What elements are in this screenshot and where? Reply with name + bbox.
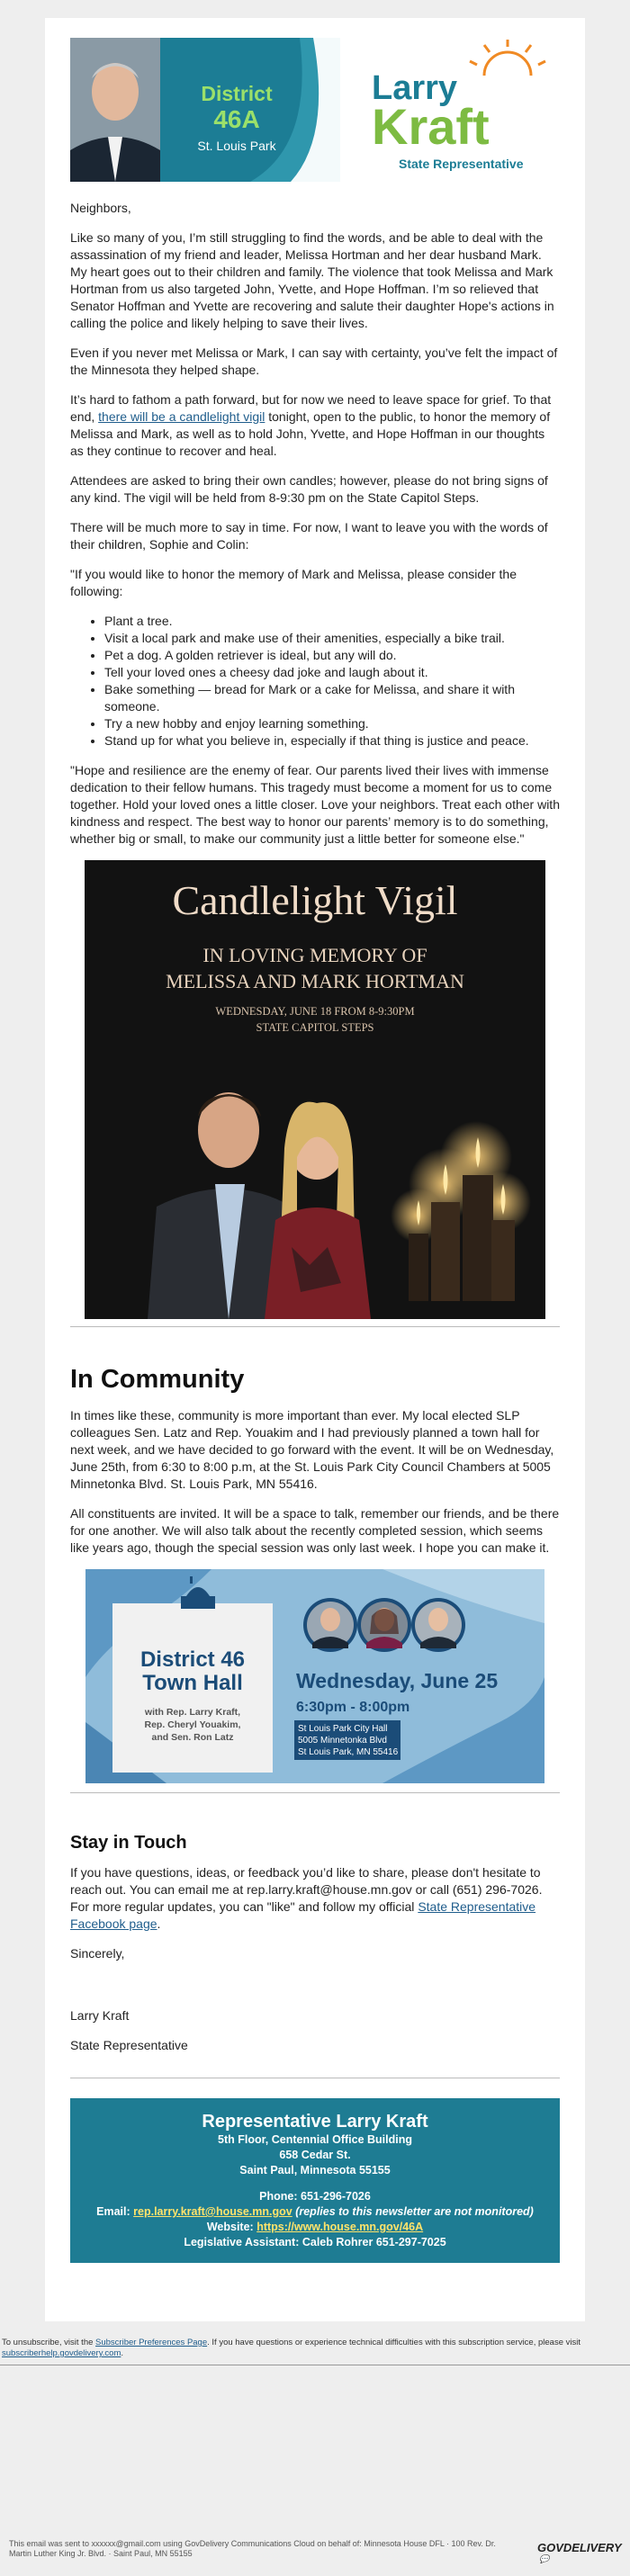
unsubscribe-text-b: . If you have questions or experience technical difficulties with this subscription service, please visit xyxy=(207,2338,580,2347)
stay-paragraph xyxy=(70,1864,560,1933)
footer-email-link[interactable]: rep.larry.kraft@house.mn.gov xyxy=(133,2205,292,2218)
sent-to-notice: This email was sent to xxxxxx@gmail.com using GovDelivery Communications Cloud on behalf of: Minnesota House DFL · 100 Rev. Dr. Martin Luther King Jr. Blvd. · Saint Paul, MN 55155 xyxy=(9,2539,496,2558)
govdelivery-logo-text: GOVDELIVERY xyxy=(537,2541,622,2554)
town-hall-with-3: and Sen. Ron Latz xyxy=(151,1732,234,1743)
vigil-graphic xyxy=(85,860,545,1319)
footer-phone: Phone: 651-296-7026 xyxy=(259,2190,371,2203)
unsubscribe-text-a: To unsubscribe, visit the xyxy=(2,2338,96,2347)
footer-email-label: Email: xyxy=(96,2205,134,2218)
footer-email-note: (replies to this newsletter are not monitored) xyxy=(292,2205,534,2218)
unsubscribe-text-c: . xyxy=(121,2348,123,2358)
banner-title: State Representative xyxy=(399,157,524,171)
signature-name: Larry Kraft xyxy=(70,2008,130,2023)
vigil-line-3: WEDNESDAY, JUNE 18 FROM 8-9:30PM xyxy=(215,1005,415,1018)
footer-website-label: Website: xyxy=(206,2221,257,2233)
header-banner xyxy=(70,38,560,182)
list-item: • Tell your loved ones a cheesy dad joke and laugh about it. xyxy=(104,664,560,681)
list-item: • Pet a dog. A golden retriever is ideal, but any will do. xyxy=(104,647,560,664)
banner-graphic xyxy=(70,38,560,182)
list-item: • Stand up for what you believe in, especially if that thing is justice and peace. xyxy=(104,732,560,749)
banner-name-first: Larry xyxy=(372,69,458,107)
town-hall-date: Wednesday, June 25 xyxy=(296,1669,499,1692)
paragraph-2: Even if you never met Melissa or Mark, I can say with certainty, you’ve felt the impact of the Minnesota they helped shape. xyxy=(70,346,558,377)
footer-address-2: 658 Cedar St. xyxy=(279,2149,351,2161)
subscriber-preferences-link[interactable]: Subscriber Preferences Page xyxy=(95,2338,208,2347)
candlelight-vigil-link[interactable]: there will be a candlelight vigil xyxy=(98,409,266,424)
banner-name-last: Kraft xyxy=(372,98,490,155)
footer-assistant: Legislative Assistant: Caleb Rohrer 651-297-7025 xyxy=(184,2236,446,2248)
vigil-title: Candlelight Vigil xyxy=(172,877,458,923)
vigil-line-4: STATE CAPITOL STEPS xyxy=(256,1021,374,1034)
banner-district: District xyxy=(201,82,273,105)
footer-name: Representative Larry Kraft xyxy=(202,2112,428,2132)
footer-website-line xyxy=(79,2220,551,2235)
sincerely: Sincerely, xyxy=(70,1946,125,1961)
footer-address-3: Saint Paul, Minnesota 55155 xyxy=(239,2164,391,2177)
town-hall-address-3: St Louis Park, MN 55416 xyxy=(298,1747,399,1757)
in-community-heading: In Community xyxy=(70,1365,245,1394)
contact-footer xyxy=(70,2098,560,2263)
town-hall-title-1: District 46 xyxy=(140,1647,246,1672)
greeting: Neighbors, xyxy=(70,201,131,215)
paragraph-5: There will be much more to say in time. For now, I want to leave you with the words of their children, Sophie and Colin: xyxy=(70,520,548,552)
town-hall-title-2: Town Hall xyxy=(142,1671,243,1695)
town-hall-with-2: Rep. Cheryl Youakim, xyxy=(144,1719,241,1730)
legislator-avatars xyxy=(303,1598,465,1652)
signature-title: State Representative xyxy=(70,2038,188,2052)
town-hall-graphic xyxy=(86,1569,544,1783)
banner-district-num: 46A xyxy=(213,105,260,133)
speech-bubble-icon: 💬 xyxy=(539,2554,550,2563)
paragraph-1: Like so many of you, I’m still struggling to find the words, and be able to deal with the assassination of my friend and leader, Melissa Hortman and her dear husband Mark. My heart goes out to their children and family. The violence that took Melissa and Mark Hortman from us also targeted John, Yvette, and Hope Hoffman. I’m so relieved that Senator Hoffman and Yvette are recovering and salute their daughter Hope's actions in calling the police and likely helping to save their lives. xyxy=(70,230,554,330)
town-hall-address-1: St Louis Park City Hall xyxy=(298,1724,388,1734)
footer-website-link[interactable]: https://www.house.mn.gov/46A xyxy=(256,2221,424,2233)
paragraph-3-text-a: It’s hard to fathom a path forward, but for now we need to leave space for grief. To that end, xyxy=(70,392,552,424)
subscriber-help-link[interactable]: subscriberhelp.govdelivery.com xyxy=(2,2348,122,2358)
paragraph-3 xyxy=(70,391,560,460)
stay-paragraph-end: . xyxy=(157,1916,161,1931)
facebook-page-link[interactable]: State Representative Facebook page xyxy=(70,1899,536,1931)
paragraph-7: "Hope and resilience are the enemy of fear. Our parents lived their lives with immense dedication to their fellow humans. This tragedy must become a moment for us to come together. Hold your loved ones a little closer. Love your neighbors. Treat each other with kindness and respect. The best way to honor our parents’ memory is to do something, whether big or small, to make our community just a little better for someone else." xyxy=(70,763,560,846)
vigil-line-1: IN LOVING MEMORY OF xyxy=(202,944,428,966)
community-paragraph-1: In times like these, community is more important than ever. My local elected SLP colleagues Sen. Latz and Rep. Youakim and I had previously planned a town hall for next week, and we have decided to go forward with the event. It will be on Wednesday, June 25th, from 6:30 to 8:00 p.m, at the St. Louis Park City Council Chambers at 5005 Minnetonka Blvd. St. Louis Park, MN 55416. xyxy=(70,1408,554,1491)
list-item: • Plant a tree. xyxy=(104,613,560,630)
headshot-photo xyxy=(70,38,160,182)
list-item: • Try a new hobby and enjoy learning something. xyxy=(104,715,560,732)
paragraph-6: "If you would like to honor the memory of Mark and Melissa, please consider the following: xyxy=(70,567,517,598)
newsletter-card xyxy=(45,18,585,2321)
town-hall-time: 6:30pm - 8:00pm xyxy=(296,1700,410,1715)
stay-in-touch-heading: Stay in Touch xyxy=(70,1833,187,1853)
paragraph-3-text-b: tonight, open to the public, to honor the memory of Melissa and Mark, as well as to hold John, Yvette, and Hope Hoffman in our thoughts as they continue to recover and heal. xyxy=(70,409,551,458)
list-item: • Bake something — bread for Mark or a cake for Melissa, and share it with someone. xyxy=(104,681,560,715)
town-hall-with-1: with Rep. Larry Kraft, xyxy=(144,1707,241,1718)
vigil-poster xyxy=(85,860,545,1319)
community-paragraph-2: All constituents are invited. It will be a space to talk, remember our friends, and be there for one another. We will also talk about the recently completed session, which seems like years ago, though the special session was only last week. I hope you can make it. xyxy=(70,1506,560,1555)
list-item: • Visit a local park and make use of their amenities, especially a bike trail. xyxy=(104,630,560,647)
honor-list xyxy=(70,613,560,749)
footer-address-1: 5th Floor, Centennial Office Building xyxy=(218,2133,412,2146)
unsubscribe-notice xyxy=(0,2338,630,2359)
vigil-line-2: MELISSA AND MARK HORTMAN xyxy=(166,970,464,992)
govdelivery-logo xyxy=(537,2541,630,2568)
banner-city: St. Louis Park xyxy=(197,139,276,153)
town-hall-flyer xyxy=(86,1569,544,1783)
town-hall-address-2: 5005 Minnetonka Blvd xyxy=(298,1736,387,1746)
footer-email-line xyxy=(79,2204,551,2220)
paragraph-4: Attendees are asked to bring their own candles; however, please do not bring signs of any kind. The vigil will be held from 8-9:30 pm on the State Capitol Steps. xyxy=(70,473,548,505)
stay-paragraph-text: If you have questions, ideas, or feedback you’d like to share, please don't hesitate to reach out. You can email me at rep.larry.kraft@house.mn.gov or call (651) 296-7026. For more regular updates, you can "like" and follow my official xyxy=(70,1865,543,1914)
